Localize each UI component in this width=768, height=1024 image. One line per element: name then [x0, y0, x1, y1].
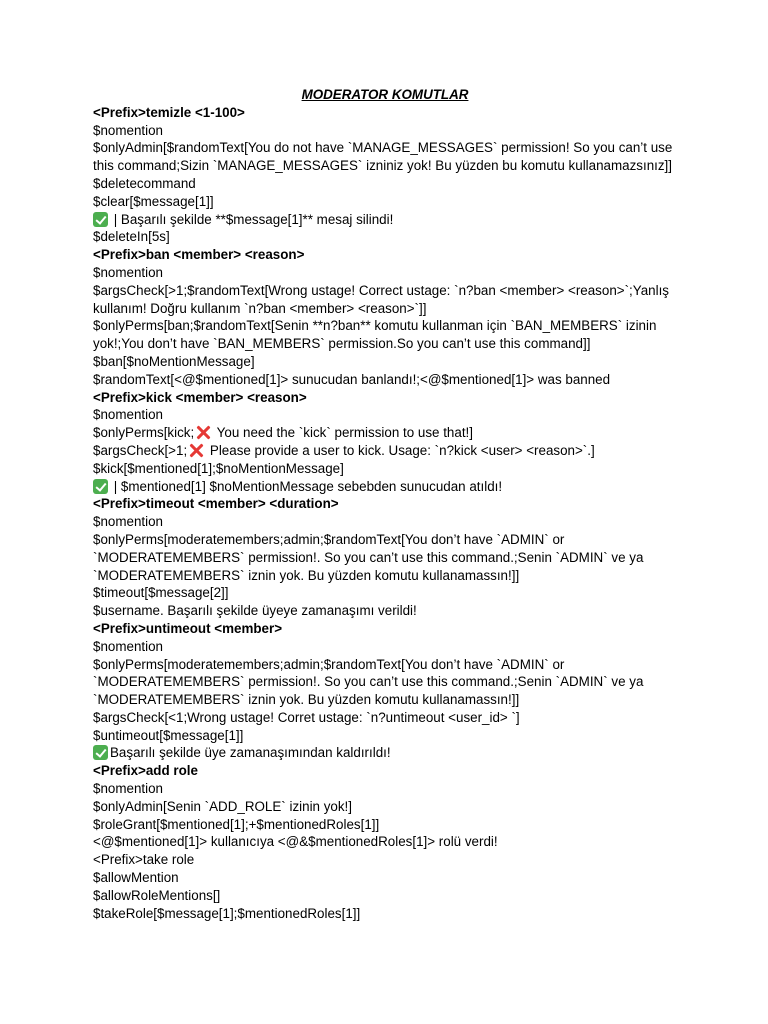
code-line — [93, 175, 673, 193]
code-line-text: $argsCheck[>1;$randomText[Wrong ustage! Correct ustage: `n?ban <member> <reason>`;Yanlış kullanım! Doğru kullanım `n?ban <member> <reason>`]] — [93, 282, 673, 316]
code-line — [93, 798, 673, 816]
code-line — [93, 744, 673, 762]
code-line — [93, 513, 673, 531]
code-line-text: $nomention — [93, 407, 163, 423]
code-line — [93, 406, 673, 424]
code-line-text: $deletecommand — [93, 175, 196, 191]
command-heading — [93, 620, 673, 638]
code-line — [93, 122, 673, 140]
code-line-text: $onlyAdmin[Senin `ADD_ROLE` izinin yok!] — [93, 798, 352, 814]
code-line — [93, 353, 673, 371]
code-line-text: $nomention — [93, 781, 163, 797]
document-body — [93, 104, 677, 923]
code-line — [93, 780, 673, 798]
code-line-text: <@$mentioned[1]> kullanıcıya <@&$mentionedRoles[1]> rolü verdi! — [93, 834, 498, 850]
code-line — [93, 905, 673, 923]
code-line-text: | Başarılı şekilde **$message[1]** mesaj silindi! — [110, 211, 394, 227]
code-line-text: $ban[$noMentionMessage] — [93, 353, 255, 369]
code-line-text: $nomention — [93, 122, 163, 138]
code-line-text: <Prefix>take role — [93, 852, 195, 868]
check-mark-button-icon — [93, 212, 108, 227]
code-line — [93, 264, 673, 282]
code-line-text: $username. Başarılı şekilde üyeye zamanaşımı verildi! — [93, 603, 417, 619]
code-line — [93, 228, 673, 246]
code-line — [93, 851, 673, 869]
code-line — [93, 424, 673, 442]
code-line-text: Başarılı şekilde üye zamanaşımından kaldırıldı! — [110, 745, 391, 761]
code-line — [93, 638, 673, 656]
code-line-text: $argsCheck[<1;Wrong ustage! Corret ustage: `n?untimeout <user_id> `] — [93, 709, 520, 725]
code-line — [93, 709, 673, 727]
code-line — [93, 193, 673, 211]
code-line — [93, 478, 673, 496]
code-line-text: $timeout[$message[2]] — [93, 585, 229, 601]
code-line-text: $kick[$mentioned[1];$noMentionMessage] — [93, 460, 344, 476]
code-line-text: $onlyPerms[ban;$randomText[Senin **n?ban** komutu kullanman için `BAN_MEMBERS` izinin yok!;You don’t have `BAN_MEMBERS` permission.So you can’t use this command]] — [93, 318, 661, 352]
cross-mark-icon — [195, 425, 211, 440]
code-line — [93, 727, 673, 745]
code-line — [93, 887, 673, 905]
code-line — [93, 211, 673, 229]
code-line-text: $randomText[<@$mentioned[1]> sunucudan banlandı!;<@$mentioned[1]> was banned — [93, 371, 611, 387]
document-title: MODERATOR KOMUTLAR — [301, 87, 469, 102]
code-line-text: | $mentioned[1] $noMentionMessage sebebden sunucudan atıldı! — [110, 478, 503, 494]
code-line-text: $allowRoleMentions[] — [93, 887, 221, 903]
code-line — [93, 442, 673, 460]
code-line-text: $nomention — [93, 638, 163, 654]
code-line — [93, 816, 673, 834]
code-line — [93, 869, 673, 887]
code-line-text: $onlyAdmin[$randomText[You do not have `MANAGE_MESSAGES` permission! So you can’t use this command;Sizin `MANAGE_MESSAGES` izniniz yok! Bu yüzden bu komutu kullanamazsınız]] — [93, 140, 677, 174]
code-line — [93, 139, 677, 175]
code-line — [93, 282, 673, 318]
command-heading — [93, 246, 673, 264]
code-line — [93, 656, 673, 709]
command-heading — [93, 495, 673, 513]
code-line-text: $untimeout[$message[1]] — [93, 727, 244, 743]
code-line-prefix: $argsCheck[>1; — [93, 442, 188, 458]
code-line-text: <Prefix>ban <member> <reason> — [93, 247, 305, 263]
code-line-text: <Prefix>temizle <1-100> — [93, 104, 245, 120]
code-line — [93, 584, 673, 602]
code-line — [93, 602, 673, 620]
document-page — [93, 86, 677, 922]
code-line — [93, 460, 673, 478]
code-line-text: Please provide a user to kick. Usage: `n?kick <user> <reason>`.] — [206, 442, 595, 458]
code-line-text: $onlyPerms[moderatemembers;admin;$randomText[You don’t have `ADMIN` or `MODERATEMEMBERS` permission!. So you can’t use this command.;Senin `ADMIN` ve ya `MODERATEMEMBERS` iznin yok. Bu yüzden komutu kullanamassın!]] — [93, 656, 648, 708]
code-line-text: <Prefix>timeout <member> <duration> — [93, 496, 339, 512]
code-line-text: <Prefix>add role — [93, 763, 198, 779]
code-line-text: $allowMention — [93, 870, 179, 886]
code-line-text: $nomention — [93, 264, 163, 280]
check-mark-button-icon — [93, 745, 108, 760]
code-line-text: $roleGrant[$mentioned[1];+$mentionedRoles[1]] — [93, 816, 380, 832]
code-line-text: $takeRole[$message[1];$mentionedRoles[1]] — [93, 905, 361, 921]
cross-mark-icon — [188, 443, 204, 458]
check-mark-button-icon — [93, 479, 108, 494]
code-line — [93, 371, 673, 389]
code-line — [93, 833, 673, 851]
code-line — [93, 317, 673, 353]
code-line-text: $clear[$message[1]] — [93, 193, 214, 209]
code-line-text: $nomention — [93, 514, 163, 530]
code-line-text: <Prefix>kick <member> <reason> — [93, 389, 307, 405]
code-line-text: You need the `kick` permission to use that!] — [213, 425, 473, 441]
code-line-text: <Prefix>untimeout <member> — [93, 620, 283, 636]
command-heading — [93, 389, 673, 407]
code-line-text: $onlyPerms[moderatemembers;admin;$randomText[You don’t have `ADMIN` or `MODERATEMEMBERS` permission!. So you can’t use this command.;Senin `ADMIN` ve ya `MODERATEMEMBERS` iznin yok. Bu yüzden komutu kullanamassın!]] — [93, 531, 648, 583]
command-heading — [93, 104, 673, 122]
code-line-prefix: $onlyPerms[kick; — [93, 425, 195, 441]
code-line — [93, 531, 673, 584]
code-line-text: $deleteIn[5s] — [93, 229, 170, 245]
command-heading — [93, 762, 673, 780]
